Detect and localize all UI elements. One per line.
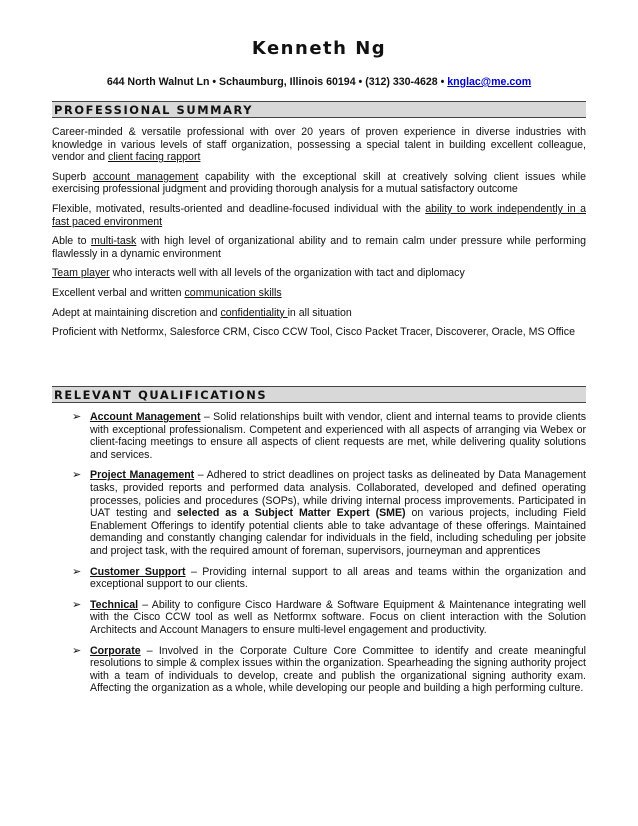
summary-paragraph: Career-minded & versatile professional with over 20 years of proven experience in diverse industries with knowledge in various levels of staff organization, possessing a special talent in building excellent colleague, vendor and client facing rapport xyxy=(52,126,586,164)
summary-heading: PROFESSIONAL SUMMARY xyxy=(54,103,254,117)
qualification-item: ➢ Project Management – Adhered to strict deadlines on project tasks as delineated by Data Management tasks, provided reports and performed data analysis. Collaborated, developed and defined operating processes, policies and procedures (SOPs), while driving internal process improvements. Participated in UAT testing and selected as a Subject Matter Expert (SME) on various projects, including Field Enablement Offerings to identify potential clients able to take advantage of these offerings. Maintained demanding and constantly changing calendar for individuals in the field, including scheduling per jobsite and project task, with the required amount of foreman, supervisors, journeyman and apprentices xyxy=(72,469,586,557)
professional-summary xyxy=(52,126,586,346)
summary-paragraph: Able to multi-task with high level of organizational ability and to remain calm under pressure while performing flawlessly in a dynamic environment xyxy=(52,235,586,260)
email-link[interactable]: knglac@me.com xyxy=(447,76,532,88)
arrow-bullet-icon: ➢ xyxy=(72,644,82,657)
candidate-name: Kenneth Ng xyxy=(251,38,387,59)
section-header-summary xyxy=(52,101,586,118)
arrow-bullet-icon: ➢ xyxy=(72,598,82,611)
qualification-item: ➢ Corporate – Involved in the Corporate Culture Core Committee to identify and create meaningful resolutions to simple & complex issues within the organization. Spearheading the signing authority project with a team of individuals to develop, create and publish the organizational signing authority exam. Affecting the organization as a whole, while developing our people and building a high performing culture. xyxy=(72,644,586,695)
summary-paragraph: Team player who interacts well with all levels of the organization with tact and diplomacy xyxy=(52,267,465,280)
section-header-qualifications xyxy=(52,386,586,403)
qualifications-heading: RELEVANT QUALIFICATIONS xyxy=(54,388,268,402)
arrow-bullet-icon: ➢ xyxy=(72,411,82,423)
arrow-bullet-icon: ➢ xyxy=(72,469,82,482)
qualification-item: ➢ Account Management – Solid relationships built with vendor, client and internal teams to provide clients with exceptional professionalism. Competent and experienced with all aspects of arranging via Webex or client-facing meetings to ensure all aspects of client requests are met, while delivering quality solutions and services. xyxy=(72,411,586,461)
relevant-qualifications xyxy=(72,411,586,703)
qualification-item: ➢ Technical – Ability to configure Cisco Hardware & Software Equipment & Maintenance integrating well with the Cisco CCW tool as well as Netformx software. Focus on client interaction with the Solution Architects and Account Managers to ensure multi-level engagement and productivity. xyxy=(72,598,586,636)
summary-paragraph: Excellent verbal and written communication skills xyxy=(52,286,282,299)
contact-line xyxy=(0,76,638,88)
arrow-bullet-icon: ➢ xyxy=(72,565,82,578)
qualification-item: ➢ Customer Support – Providing internal support to all areas and teams within the organization and exceptional support to our clients. xyxy=(72,565,587,591)
contact-address: 644 North Walnut Ln • Schaumburg, Illinois 60194 • (312) 330-4628 • xyxy=(106,76,445,88)
summary-paragraph: Flexible, motivated, results-oriented and deadline-focused individual with the ability to work independently in a fast paced environment xyxy=(52,202,586,228)
summary-paragraph: Proficient with Netformx, Salesforce CRM, Cisco CCW Tool, Cisco Packet Tracer, Discoverer, Oracle, MS Office xyxy=(52,326,575,339)
summary-paragraph: Superb account management capability with the exceptional skill at creatively solving client issues while exercising professional judgment and providing thorough analysis for a mutual satisfactory outcome xyxy=(52,170,586,196)
summary-paragraph: Adept at maintaining discretion and confidentiality in all situation xyxy=(52,306,352,319)
